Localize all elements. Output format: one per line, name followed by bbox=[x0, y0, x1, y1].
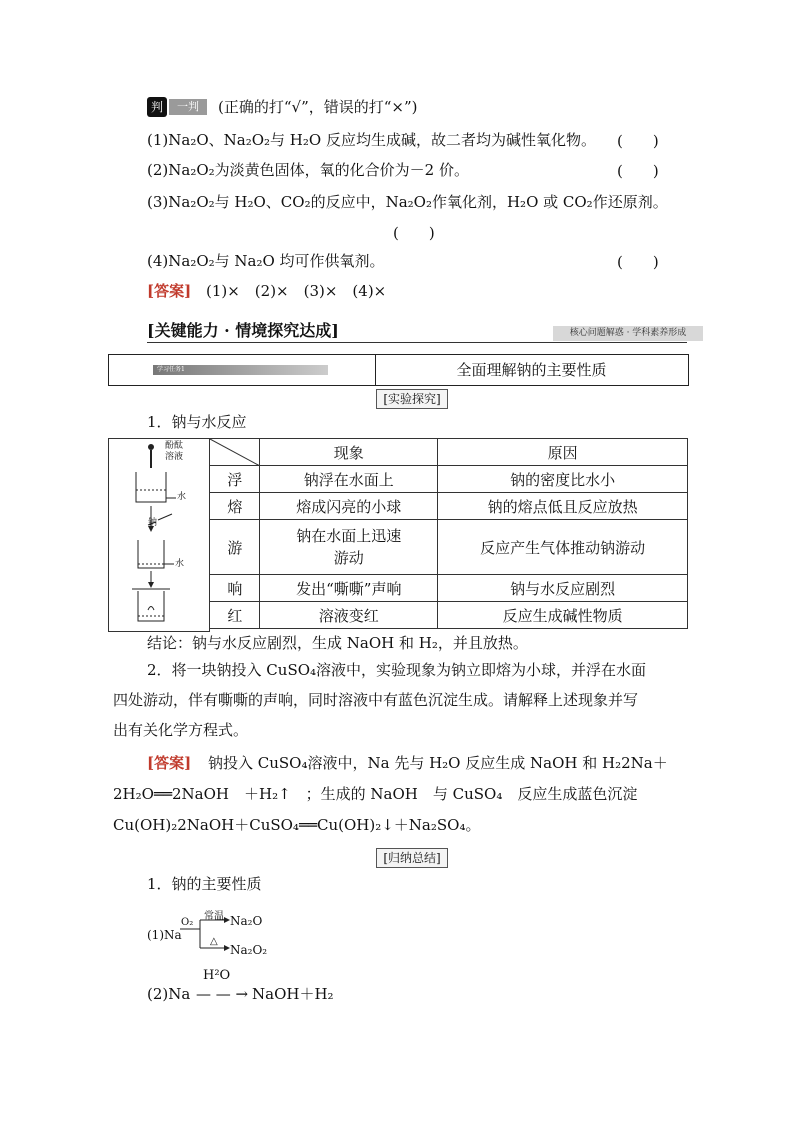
item1-title: 1．钠与水反应 bbox=[147, 413, 247, 431]
judge-item-2: (2)Na₂O₂为淡黄色固体，氧的化合价为－2 价。 bbox=[147, 161, 469, 179]
row-phenomenon: 熔成闪亮的小球 bbox=[260, 493, 438, 520]
topic-title: 全面理解钠的主要性质 bbox=[456, 361, 607, 379]
prop2-reagent: H²O bbox=[203, 968, 231, 983]
judge-answer bbox=[147, 281, 386, 301]
table-header-phenomenon: 现象 bbox=[260, 439, 438, 466]
fig-label-phenolphthalein: 酚酞 bbox=[165, 441, 184, 451]
fig-label-water-1: 水 bbox=[177, 492, 187, 502]
q2-line-2: 四处游动，伴有嘶嘶的声响，同时溶液中有蓝色沉淀生成。请解释上述现象并写 bbox=[113, 691, 639, 709]
q2-answer-line-3: Cu(OH)₂2NaOH＋CuSO₄══Cu(OH)₂↓＋Na₂SO₄。 bbox=[113, 816, 481, 834]
prop2-arrow: — — → bbox=[196, 985, 249, 1003]
judge-badge-right: 一判 bbox=[169, 99, 207, 115]
prop1-product-bottom: Na₂O₂ bbox=[230, 943, 268, 957]
prop2-prefix: (2)Na bbox=[147, 985, 191, 1003]
topic-label-bar bbox=[153, 365, 328, 375]
fig-label-water-2: 水 bbox=[175, 559, 185, 569]
table-corner bbox=[210, 439, 260, 466]
judge-item-3: (3)Na₂O₂与 H₂O、CO₂的反应中，Na₂O₂作氧化剂，H₂O 或 CO₂作还原剂。 bbox=[147, 193, 668, 211]
prop2-product: NaOH＋H₂ bbox=[252, 985, 334, 1003]
fig-label-sodium: 钠 bbox=[148, 518, 158, 528]
experiment-label: [实验探究] bbox=[376, 389, 448, 409]
table-header-reason: 原因 bbox=[438, 439, 688, 466]
row-phenomenon: 钠浮在水面上 bbox=[260, 466, 438, 493]
prop1-cond-bottom: △ bbox=[210, 936, 218, 947]
row-reason: 钠的密度比水小 bbox=[438, 466, 688, 493]
answer-tag: [答案] bbox=[147, 282, 192, 300]
judge-item-1: (1)Na₂O、Na₂O₂与 H₂O 反应均生成碱，故二者均为碱性氧化物。 bbox=[147, 131, 596, 149]
fig-label-solution: 溶液 bbox=[165, 452, 184, 462]
row-phenomenon: 钠在水面上迅速游动 bbox=[260, 520, 438, 575]
section-divider bbox=[147, 342, 687, 343]
summary-title: 1．钠的主要性质 bbox=[147, 875, 262, 893]
topic-box bbox=[108, 354, 689, 386]
judge-paren-2: ( ) bbox=[617, 162, 659, 180]
q2-answer-line-2: 2H₂O══2NaOH ＋H₂↑ ；生成的 NaOH 与 CuSO₄ 反应生成蓝色沉淀 bbox=[113, 785, 638, 803]
judge-badge bbox=[147, 97, 207, 117]
conclusion: 结论：钠与水反应剧烈，生成 NaOH 和 H₂，并且放热。 bbox=[147, 634, 528, 652]
corner-diagonal bbox=[210, 439, 260, 466]
row-key: 游 bbox=[210, 520, 260, 575]
judge-item-4: (4)Na₂O₂与 Na₂O 均可作供氧剂。 bbox=[147, 252, 385, 270]
q2-answer-tag: [答案] bbox=[147, 754, 192, 772]
prop1-product-top: Na₂O bbox=[230, 914, 263, 928]
answer-text: (1)× (2)× (3)× (4)× bbox=[205, 282, 387, 300]
row-reason: 钠的熔点低且反应放热 bbox=[438, 493, 688, 520]
prop1-prefix: (1)Na bbox=[147, 928, 182, 942]
phenomenon-table bbox=[108, 438, 688, 629]
topic-label: 学习任务1 bbox=[157, 366, 185, 373]
section-tag: 核心问题解惑 · 学科素养形成 bbox=[553, 326, 703, 341]
prop1-reagent: O₂ bbox=[181, 917, 194, 928]
row-reason: 钠与水反应剧烈 bbox=[438, 575, 688, 602]
judge-paren-3: ( ) bbox=[393, 224, 435, 242]
row-key: 熔 bbox=[210, 493, 260, 520]
judge-paren-4: ( ) bbox=[617, 253, 659, 271]
row-key: 响 bbox=[210, 575, 260, 602]
row-key: 红 bbox=[210, 602, 260, 629]
row-phenomenon: 发出“嘶嘶”声响 bbox=[260, 575, 438, 602]
judge-badge-left: 判 bbox=[147, 97, 167, 117]
row-phenomenon: 溶液变红 bbox=[260, 602, 438, 629]
q2-answer-line-1 bbox=[147, 753, 668, 773]
row-reason: 反应生成碱性物质 bbox=[438, 602, 688, 629]
q2-answer-text-1: 钠投入 CuSO₄溶液中，Na 先与 H₂O 反应生成 NaOH 和 H₂2Na＋ bbox=[207, 754, 668, 772]
q2-line-3: 出有关化学方程式。 bbox=[113, 721, 249, 739]
judge-instruction: (正确的打“√”，错误的打“×”) bbox=[218, 98, 418, 116]
judge-paren-1: ( ) bbox=[617, 132, 659, 150]
q2-line-1: 2．将一块钠投入 CuSO₄溶液中，实验现象为钠立即熔为小球，并浮在水面 bbox=[147, 661, 647, 679]
prop1-cond-top: 常温 bbox=[204, 911, 224, 922]
table-figure-cell bbox=[108, 439, 210, 629]
summary-label: [归纳总结] bbox=[376, 848, 448, 868]
section-title: [关键能力 · 情境探究达成] bbox=[147, 321, 339, 340]
row-reason: 反应产生气体推动钠游动 bbox=[438, 520, 688, 575]
row-key: 浮 bbox=[210, 466, 260, 493]
